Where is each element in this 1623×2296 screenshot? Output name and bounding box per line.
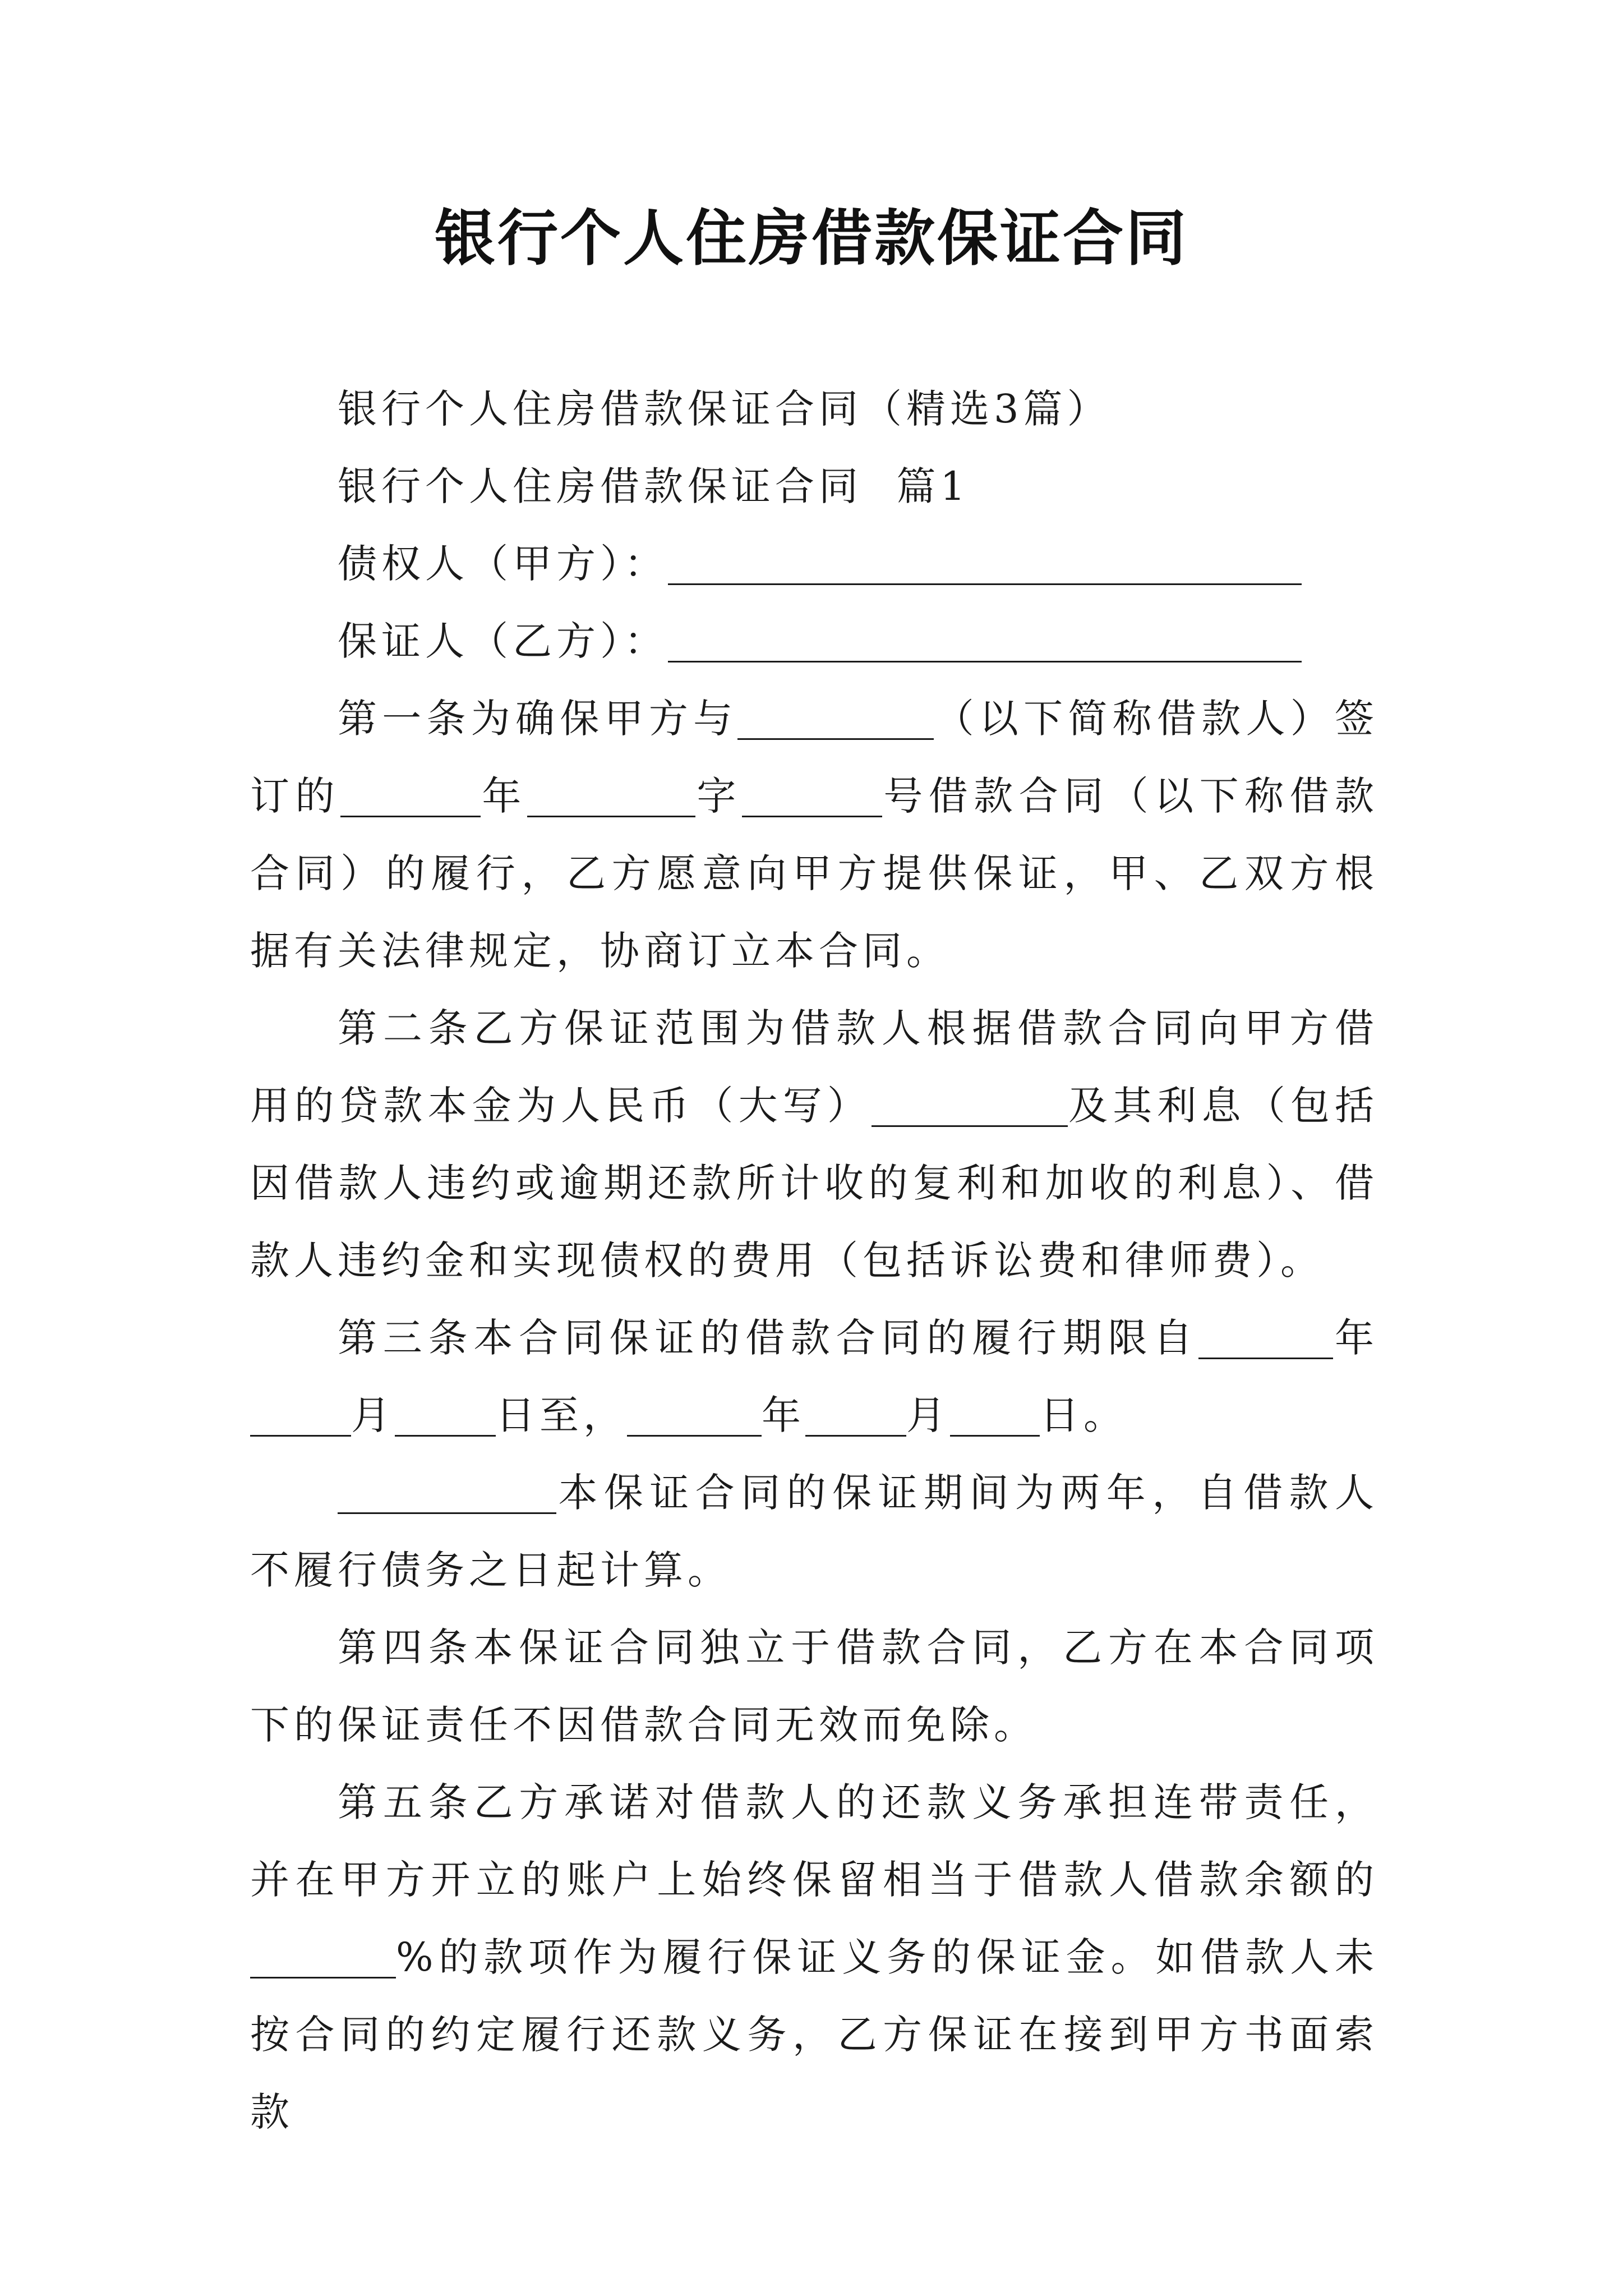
guarantee-period-paragraph xyxy=(250,1454,1378,1609)
guarantor-line xyxy=(250,602,1378,680)
guarantor-blank xyxy=(668,620,1302,662)
guarantor-label: 保证人（乙方）： xyxy=(338,618,668,664)
guarantee-period-blank xyxy=(338,1472,556,1514)
contract-number-blank xyxy=(742,775,882,817)
article-2 xyxy=(250,990,1378,1299)
end-month-blank xyxy=(805,1395,906,1437)
article-3-text-d: 日至， xyxy=(496,1392,627,1438)
start-month-blank xyxy=(250,1395,351,1437)
deposit-percent-blank xyxy=(250,1936,396,1978)
article-1-text-d: 字 xyxy=(695,773,742,819)
article-3-text-f: 月 xyxy=(906,1392,950,1438)
document-subtitle: 银行个人住房借款保证合同（精选3篇） xyxy=(338,386,1111,432)
article-2-text-b: 及其利息（包括因借款人违约或逾期还款所计收的复利和加收的利息）、借款人违约金和实现债权的费用（包括诉讼费和律师费）。 xyxy=(250,1083,1378,1283)
article-5 xyxy=(250,1764,1378,2151)
document-body xyxy=(250,370,1378,2151)
article-3-text-a: 第三条本合同保证的借款合同的履行期限自 xyxy=(338,1315,1199,1361)
article-3-text-e: 年 xyxy=(762,1392,805,1438)
creditor-line xyxy=(250,525,1378,602)
loan-amount-blank xyxy=(872,1085,1068,1127)
article-5-text-b: %的款项作为履行保证义务的保证金。如借款人未按合同的约定履行还款义务，乙方保证在接到甲方书面索款 xyxy=(250,1934,1378,2135)
end-year-blank xyxy=(627,1395,762,1437)
article-3-text-c: 月 xyxy=(351,1392,395,1438)
contract-char-blank xyxy=(527,775,695,817)
article-3-text-g: 日。 xyxy=(1040,1392,1127,1438)
start-day-blank xyxy=(395,1395,496,1437)
article-2-text-a: 第二条乙方保证范围为借款人根据借款合同向甲方借用的贷款本金为人民币（大写） xyxy=(250,1005,1378,1129)
section-heading: 银行个人住房借款保证合同 篇1 xyxy=(338,463,970,509)
creditor-blank xyxy=(668,543,1302,585)
borrower-blank xyxy=(737,698,934,740)
creditor-label: 债权人（甲方）： xyxy=(338,541,668,587)
article-1-text-c: 年 xyxy=(480,773,527,819)
document-title: 银行个人住房借款保证合同 xyxy=(434,203,1188,274)
article-1 xyxy=(250,680,1378,990)
guarantee-period-text: 本保证合同的保证期间为两年，自借款人不履行债务之日起计算。 xyxy=(250,1470,1378,1593)
start-year-blank xyxy=(1198,1317,1333,1359)
article-1-text-e: 号借款合同（以下称借款合同）的履行，乙方愿意向甲方提供保证，甲、乙双方根据有关法律规定，协商订立本合同。 xyxy=(250,773,1379,974)
article-3 xyxy=(250,1299,1378,1454)
article-5-text-a: 第五条乙方承诺对借款人的还款义务承担连带责任，并在甲方开立的账户上始终保留相当于借款人借款余额的 xyxy=(250,1779,1378,1903)
end-day-blank xyxy=(950,1395,1040,1437)
article-3-text-b: 年 xyxy=(1333,1315,1379,1361)
article-1-text-a: 第一条为确保甲方与 xyxy=(338,696,738,742)
article-1-text-b: （以下简称借款人）签订的 xyxy=(250,696,1379,819)
article-4: 第四条本保证合同独立于借款合同，乙方在本合同项下的保证责任不因借款合同无效而免除。 xyxy=(250,1625,1378,1748)
contract-year-blank xyxy=(340,775,481,817)
